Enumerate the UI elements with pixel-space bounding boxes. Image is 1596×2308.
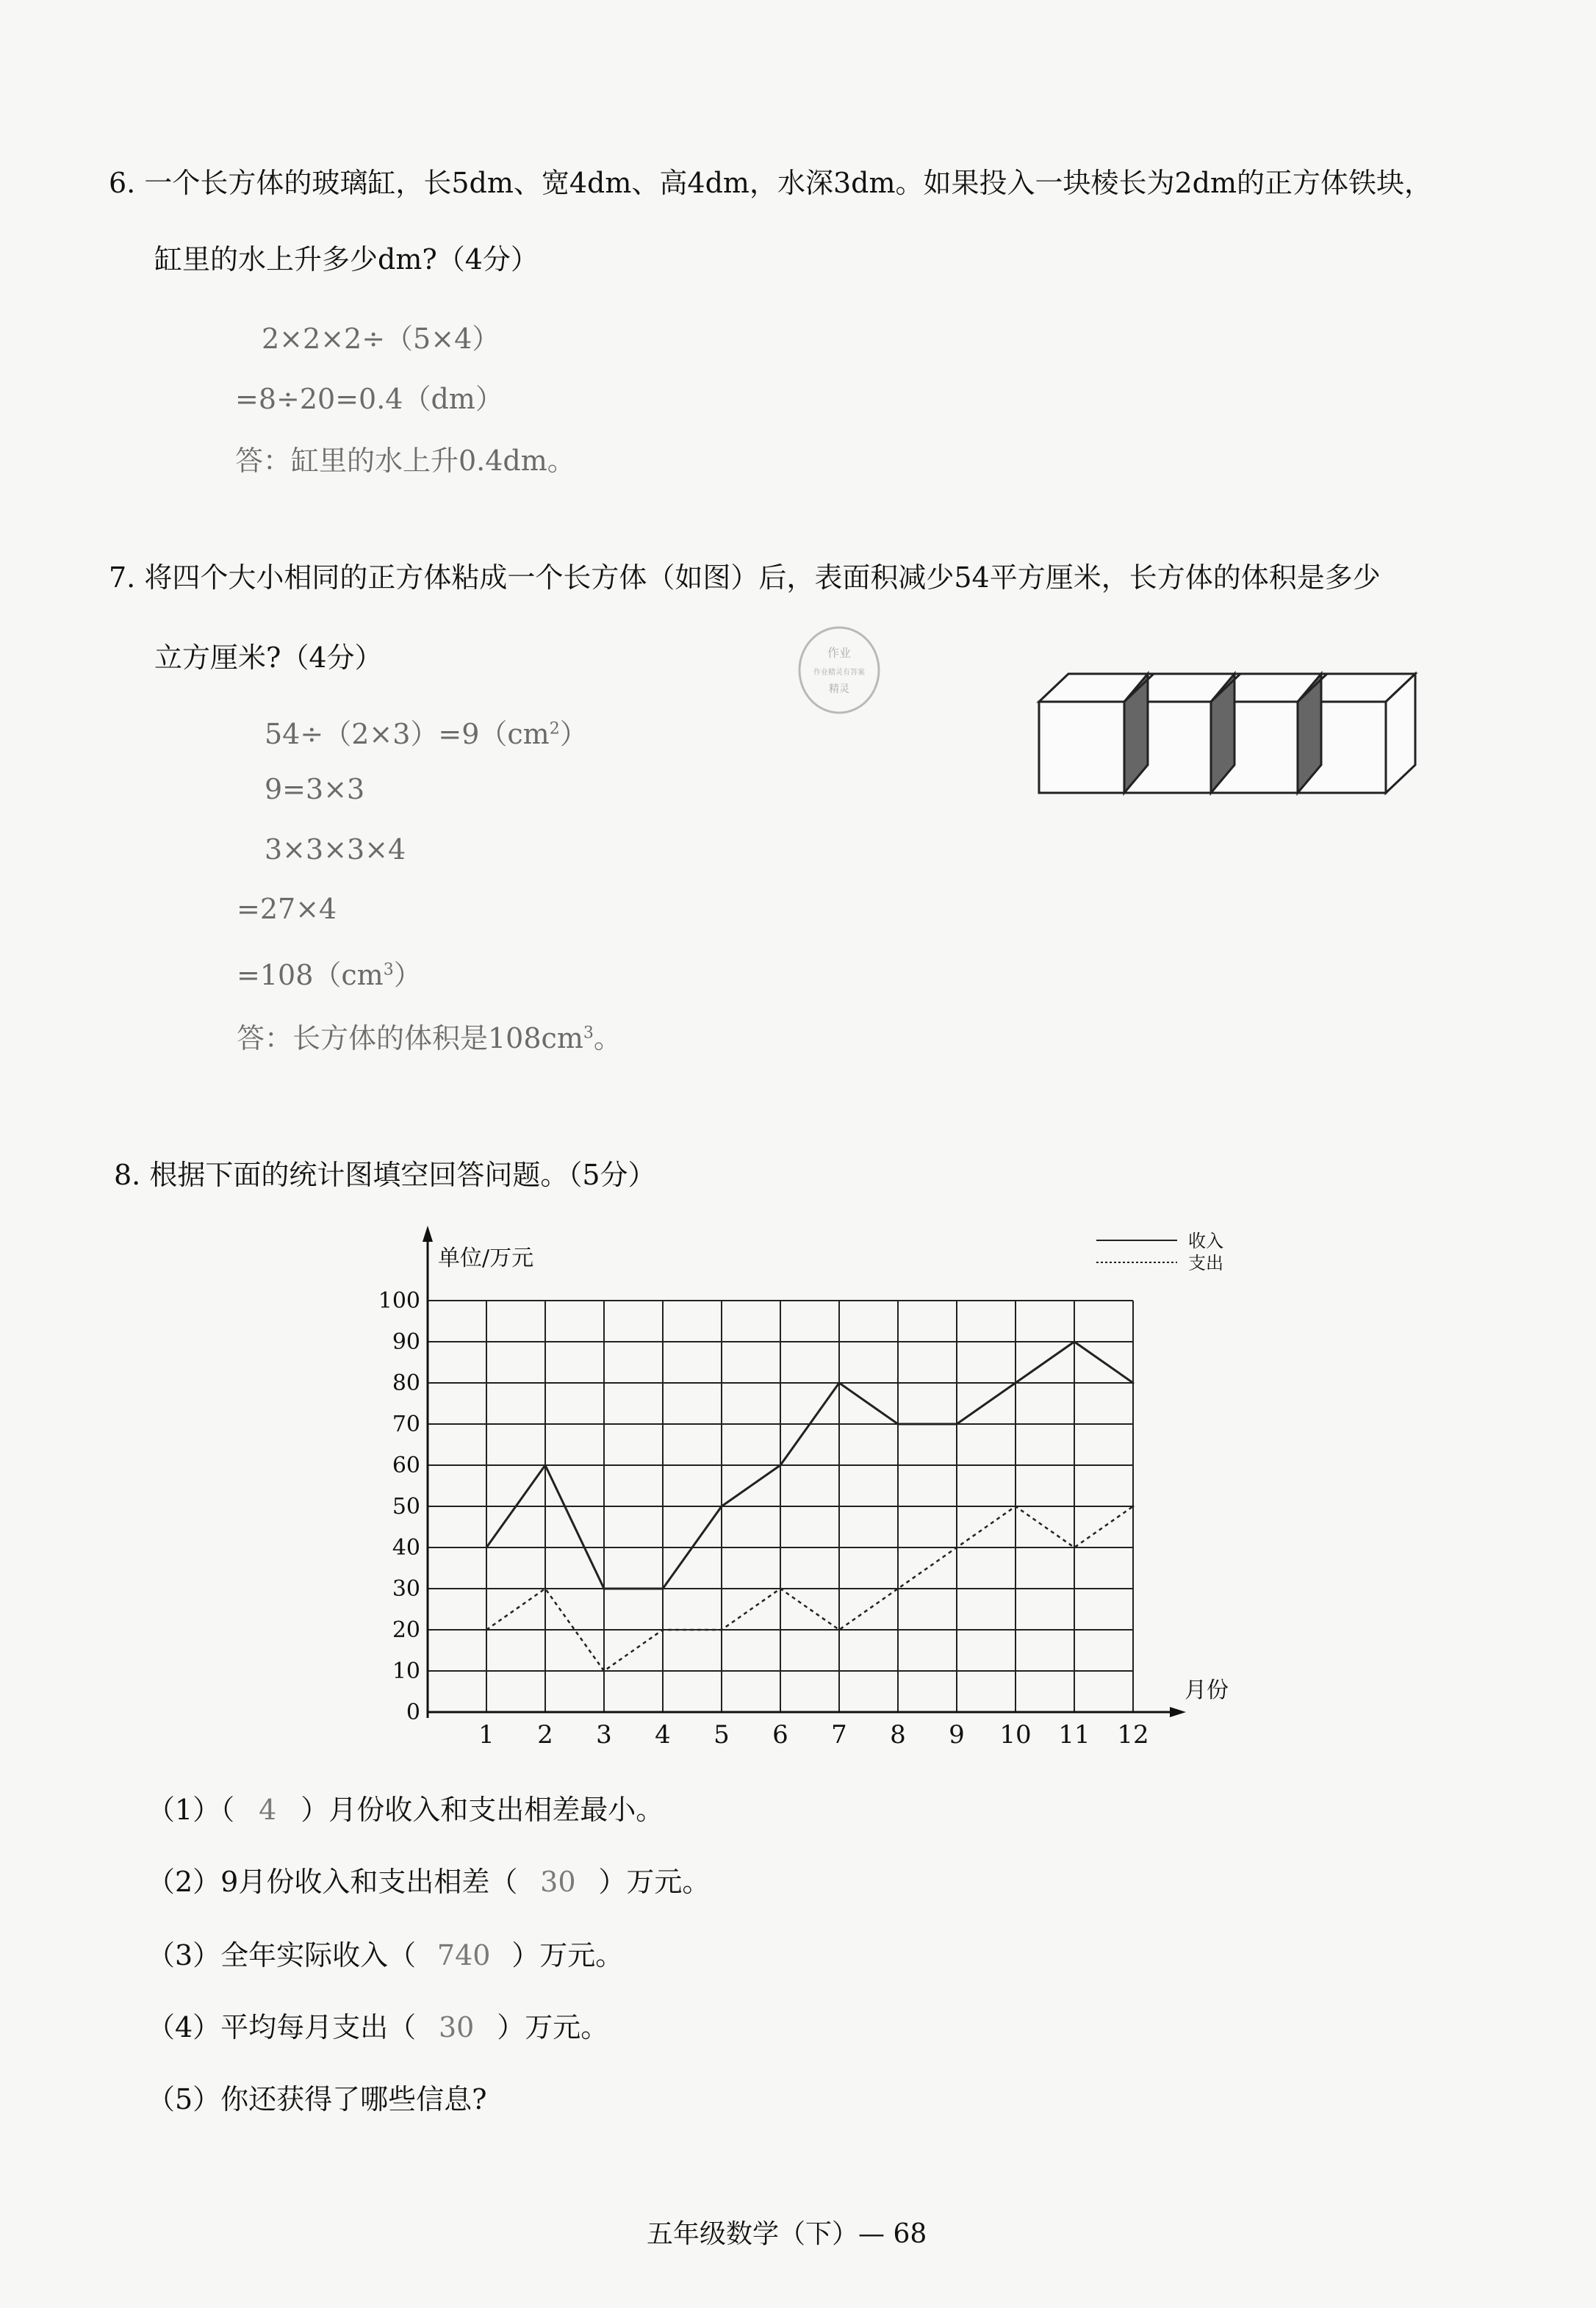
point-收入-4 <box>662 1588 664 1590</box>
q8-title: 8. 根据下面的统计图填空回答问题。（5分） <box>114 1159 656 1191</box>
q8-sub1-post: ）月份收入和支出相差最小。 <box>301 1794 664 1826</box>
point-支出-8 <box>897 1588 899 1590</box>
page-footer: 五年级数学（下）— 68 <box>647 2219 927 2249</box>
q8-sub3-pre: （3）全年实际收入（ <box>147 1939 417 1971</box>
q7-answer-3: 3×3×3×4 <box>265 833 406 866</box>
chart-legend <box>1096 1231 1223 1273</box>
stamp-watermark <box>794 625 889 720</box>
legend-label-收入: 收入 <box>1188 1231 1223 1251</box>
q8-sub2-post: ）万元。 <box>598 1866 711 1898</box>
q6-line2: 缸里的水上升多少dm?（4分） <box>154 243 539 276</box>
point-支出-3 <box>603 1670 605 1672</box>
cuboid-figure <box>1029 665 1426 797</box>
point-支出-6 <box>780 1588 782 1590</box>
x-tick-label-8: 8 <box>890 1720 906 1750</box>
stamp-top: 作业 <box>827 646 852 660</box>
y-axis-title: 单位/万元 <box>438 1245 534 1271</box>
point-支出-9 <box>956 1547 958 1549</box>
q8-sub4 <box>147 2005 608 2045</box>
point-收入-10 <box>1015 1382 1017 1384</box>
q8-sub4-answer: 30 <box>439 2011 475 2043</box>
x-tick-label-7: 7 <box>831 1720 847 1750</box>
chart-axes <box>423 1226 1186 1718</box>
q7-answer-2: 9=3×3 <box>265 773 365 805</box>
x-tick-label-4: 4 <box>655 1720 671 1750</box>
point-收入-7 <box>838 1382 841 1384</box>
point-支出-2 <box>544 1588 547 1590</box>
y-tick-label-40: 40 <box>392 1535 420 1561</box>
line-chart <box>360 1220 1242 1756</box>
point-支出-7 <box>838 1629 841 1631</box>
point-收入-1 <box>486 1547 488 1549</box>
x-tick-label-2: 2 <box>537 1720 553 1750</box>
stamp-middle: 作业精灵有答案 <box>813 669 865 677</box>
y-tick-label-20: 20 <box>392 1617 420 1643</box>
point-收入-5 <box>721 1506 723 1508</box>
y-tick-label-60: 60 <box>392 1453 420 1478</box>
point-支出-5 <box>721 1629 723 1631</box>
chart-labels <box>378 1245 1229 1750</box>
q7-line2: 立方厘米?（4分） <box>154 641 383 674</box>
x-tick-label-1: 1 <box>478 1720 495 1750</box>
y-tick-label-0: 0 <box>406 1700 420 1725</box>
q7-line1: 7. 将四个大小相同的正方体粘成一个长方体（如图）后，表面积减少54平方厘米，长方体的体积是多少 <box>109 561 1381 594</box>
q8-sub4-post: ）万元。 <box>497 2011 609 2043</box>
y-tick-label-100: 100 <box>378 1288 420 1314</box>
q6-answer-2: =8÷20=0.4（dm） <box>235 383 503 415</box>
point-收入-11 <box>1074 1341 1076 1343</box>
stamp-bottom: 精灵 <box>829 683 849 695</box>
point-收入-9 <box>956 1423 958 1426</box>
q6-line1: 6. 一个长方体的玻璃缸，长5dm、宽4dm、高4dm，水深3dm。如果投入一块棱长为2dm的正方体铁块， <box>109 167 1433 199</box>
point-收入-8 <box>897 1423 899 1426</box>
q8-sub1-pre: （1）（ <box>147 1794 235 1826</box>
point-支出-11 <box>1074 1547 1076 1549</box>
q7-answer-5: $=108(cm^3)$ <box>237 959 422 991</box>
x-axis-title: 月份 <box>1185 1678 1229 1703</box>
point-支出-1 <box>486 1629 488 1631</box>
point-支出-4 <box>662 1629 664 1631</box>
x-tick-label-5: 5 <box>713 1720 730 1750</box>
chart-grid <box>428 1301 1133 1712</box>
y-tick-label-70: 70 <box>392 1412 420 1437</box>
y-tick-label-90: 90 <box>392 1329 420 1355</box>
q7-answer-1: $54\div(2\times 3)=9(cm^2)$ <box>265 718 588 750</box>
q8-sub2 <box>147 1859 710 1899</box>
q8-sub5: （5）你还获得了哪些信息? <box>147 2083 487 2115</box>
q8-sub1-answer: 4 <box>259 1794 277 1826</box>
x-tick-label-11: 11 <box>1058 1720 1090 1750</box>
y-tick-label-80: 80 <box>392 1370 420 1396</box>
q7-answer-4: =27×4 <box>237 893 337 925</box>
x-tick-label-12: 12 <box>1117 1720 1149 1750</box>
point-收入-6 <box>780 1464 782 1467</box>
x-axis-arrow <box>1170 1707 1186 1717</box>
q8-sub3 <box>147 1933 623 1973</box>
q7-answer-6: 答：长方体的体积是$108cm^3$。 <box>237 1022 622 1054</box>
point-收入-3 <box>603 1588 605 1590</box>
x-tick-label-9: 9 <box>949 1720 965 1750</box>
legend-label-支出: 支出 <box>1188 1253 1223 1273</box>
point-支出-12 <box>1132 1506 1135 1508</box>
q8-sub2-pre: （2）9月份收入和支出相差（ <box>147 1866 518 1898</box>
q6-answer-3: 答：缸里的水上升0.4dm。 <box>235 445 575 477</box>
q8-sub1 <box>147 1787 664 1827</box>
y-tick-label-30: 30 <box>392 1576 420 1602</box>
q8-sub3-answer: 740 <box>436 1939 491 1971</box>
y-axis-arrow <box>423 1226 433 1242</box>
x-tick-label-10: 10 <box>999 1720 1032 1750</box>
x-tick-label-6: 6 <box>772 1720 788 1750</box>
y-tick-label-10: 10 <box>392 1658 420 1684</box>
q6-answer-1: 2×2×2÷（5×4） <box>262 323 500 355</box>
point-收入-12 <box>1132 1382 1135 1384</box>
point-收入-2 <box>544 1464 547 1467</box>
point-支出-10 <box>1015 1506 1017 1508</box>
q8-sub3-post: ）万元。 <box>511 1939 624 1971</box>
q8-sub2-answer: 30 <box>540 1866 576 1898</box>
x-tick-label-3: 3 <box>596 1720 612 1750</box>
q8-sub4-pre: （4）平均每月支出（ <box>147 2011 417 2043</box>
y-tick-label-50: 50 <box>392 1494 420 1520</box>
